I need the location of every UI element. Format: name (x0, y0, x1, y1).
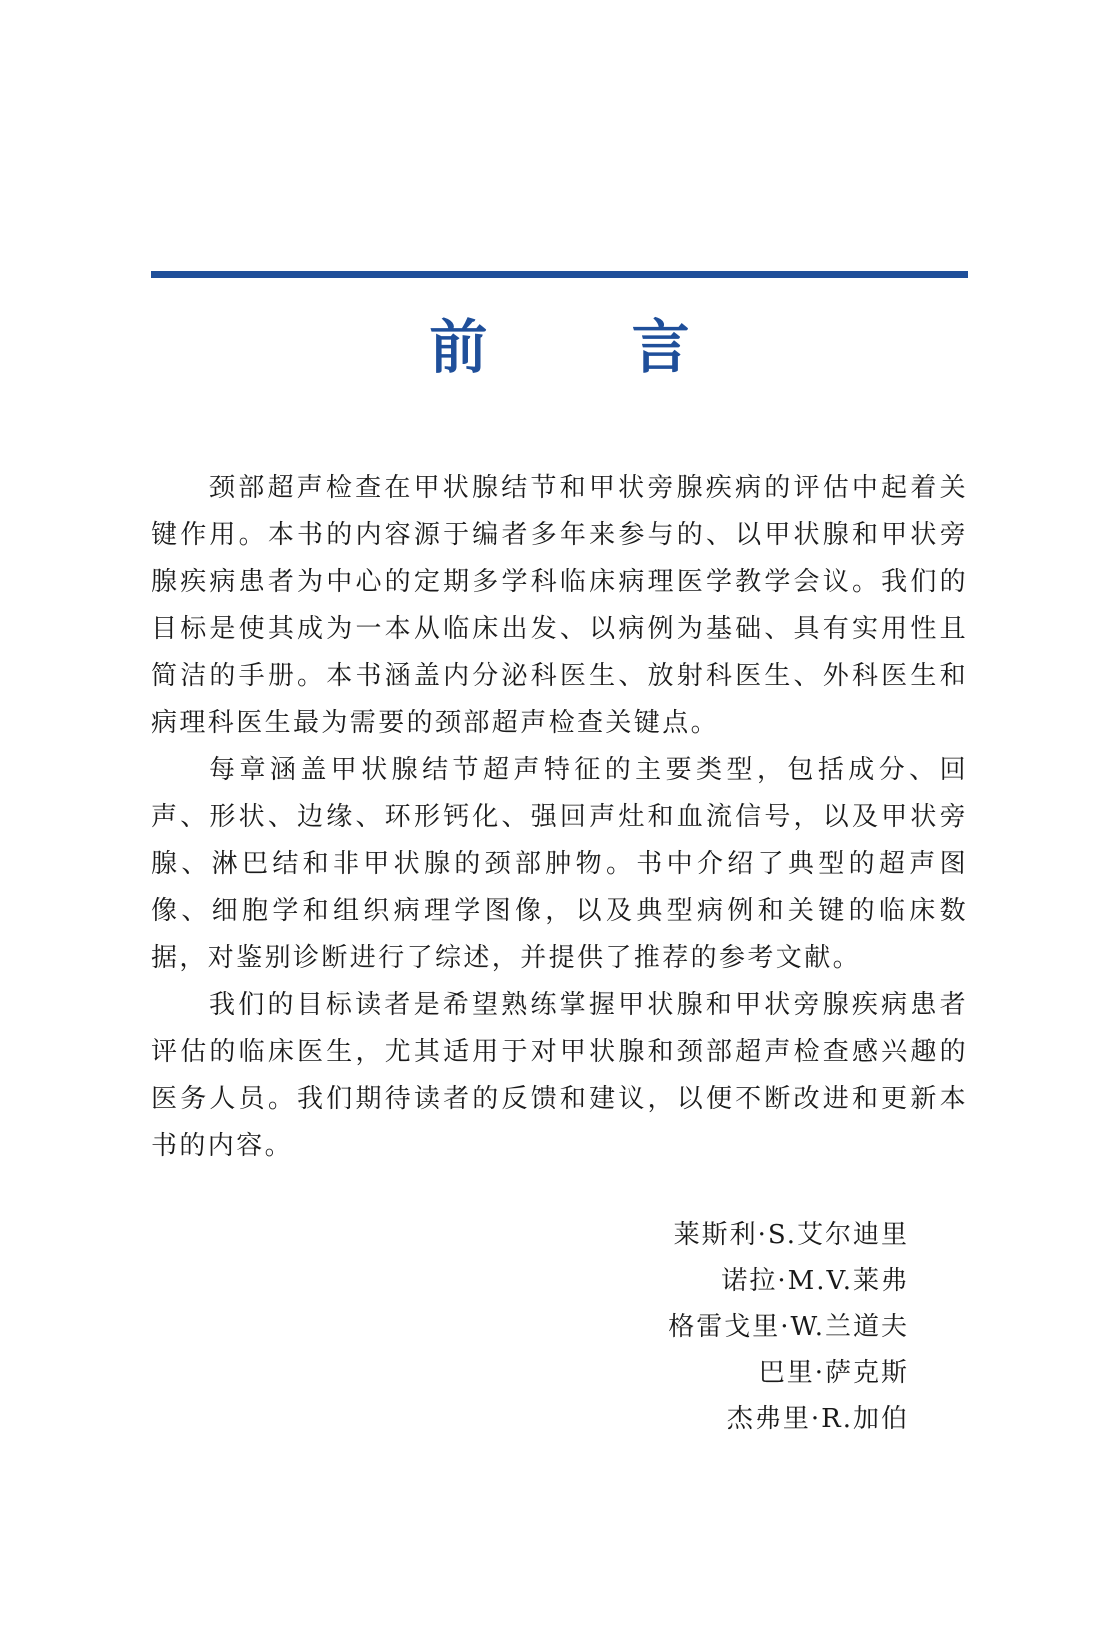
page-title: 前 言 (429, 313, 752, 381)
paragraph-3: 我们的目标读者是希望熟练掌握甲状腺和甲状旁腺疾病患者评估的临床医生，尤其适用于对甲状腺和颈部超声检查感兴趣的医务人员。我们期待读者的反馈和建议，以便不断改进和更新本书的内容。 (151, 990, 968, 1161)
author-2: 诺拉·M.V.莱弗 (721, 1266, 909, 1296)
paragraph-2: 每章涵盖甲状腺结节超声特征的主要类型，包括成分、回声、形状、边缘、环形钙化、强回声灶和血流信号，以及甲状旁腺、淋巴结和非甲状腺的颈部肿物。书中介绍了典型的超声图像、细胞学和组织病理学图像，以及典型病例和关键的临床数据，对鉴别诊断进行了综述，并提供了推荐的参考文献。 (151, 755, 968, 973)
author-3: 格雷戈里·W.兰道夫 (668, 1312, 909, 1342)
author-4: 巴里·萨克斯 (758, 1358, 909, 1388)
preface-body (151, 465, 968, 1170)
author-list (668, 1212, 909, 1442)
header-rule (151, 271, 968, 278)
author-1: 莱斯利·S.艾尔迪里 (673, 1220, 909, 1250)
author-5: 杰弗里·R.加伯 (726, 1404, 909, 1434)
paragraph-1: 颈部超声检查在甲状腺结节和甲状旁腺疾病的评估中起着关键作用。本书的内容源于编者多年来参与的、以甲状腺和甲状旁腺疾病患者为中心的定期多学科临床病理医学教学会议。我们的目标是使其成为一本从临床出发、以病例为基础、具有实用性且简洁的手册。本书涵盖内分泌科医生、放射科医生、外科医生和病理科医生最为需要的颈部超声检查关键点。 (151, 473, 968, 738)
